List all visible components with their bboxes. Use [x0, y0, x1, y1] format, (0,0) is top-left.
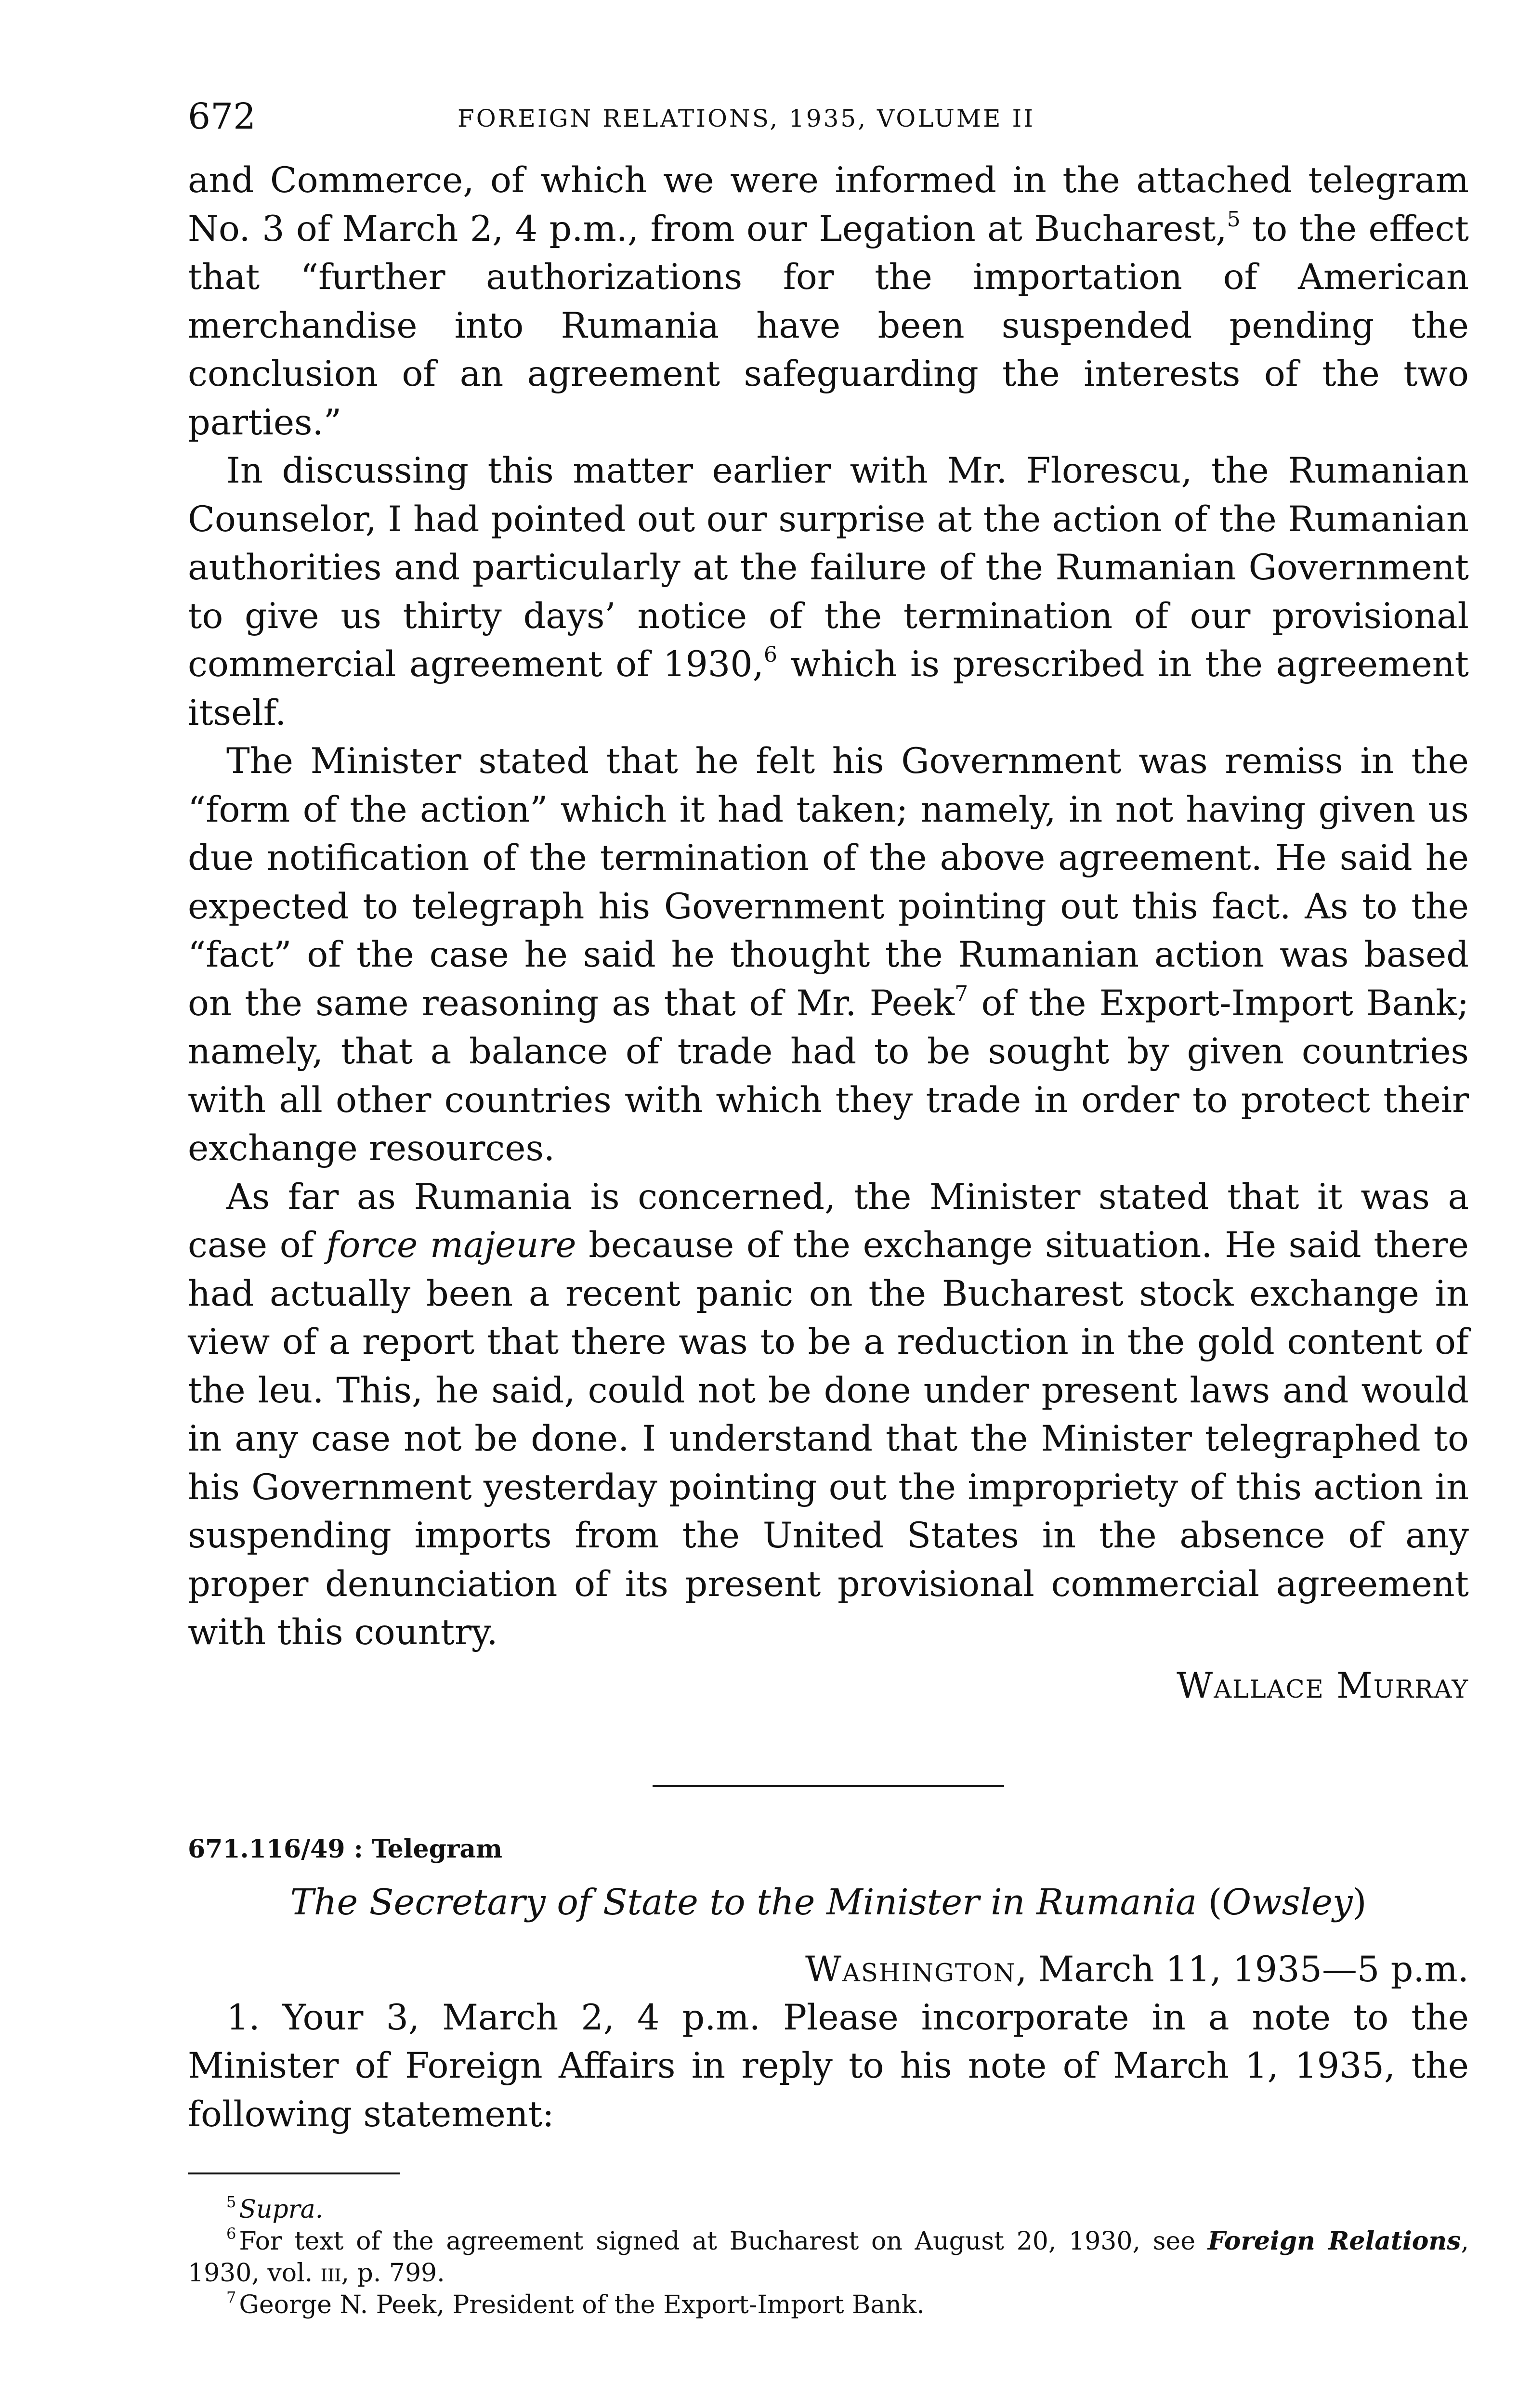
dateline-place: Washington: [805, 1949, 1016, 1990]
italic-phrase: force majeure: [326, 1225, 576, 1266]
footnote-5: $^5$ Supra.: [226, 2193, 324, 2224]
section-divider: [653, 1785, 1004, 1787]
memo-paragraph-2: In discussing this matter earlier with Mr. Florescu, the Rumanian Counselor, I had pointed out our surprise at the action of the Rumanian authorities and particularly at the failure of the Rumanian Government to give us thirty days’ notice of the termination of our provisional commercial agreement of 1930,$^6$ which is prescribed in the agreement itself.: [188, 450, 1469, 733]
dateline-date: , March 11, 1935—5 p.m.: [1016, 1949, 1469, 1990]
footnotes: [188, 2194, 1469, 2321]
document-title: The Secretary of State to the Minister in Rumania (Owsley): [290, 1881, 1367, 1923]
telegram-paragraph-1: 1. Your 3, March 2, 4 p.m. Please incorporate in a note to the Minister of Foreign Affairs in reply to his note of March 1, 1935, the following statement:: [188, 1997, 1469, 2135]
footnote-ref-5[interactable]: 5: [1227, 207, 1241, 232]
footnote-6: $^6$ For text of the agreement signed at Bucharest on August 20, 1930, see Foreign Relations, 1930, vol. iii, p. 799.: [188, 2225, 1469, 2288]
footnote-ref-7[interactable]: 7: [955, 981, 968, 1006]
document-page: [188, 96, 1469, 2321]
signature: Wallace Murray: [1177, 1665, 1469, 1706]
running-head: [188, 96, 1469, 157]
memo-paragraph-4: As far as Rumania is concerned, the Minister stated that it was a case of force majeure because of the exchange situation. He said there had actually been a recent panic on the Bucharest stock exchange in view of a report that there was to be a reduction in the gold content of the leu. This, he said, could not be done under present laws and would in any case not be done. I understand that the Minister telegraphed to his Government yesterday pointing out the impropriety of this action in suspending imports from the United States in the absence of any proper denunciation of its present provisional commercial agreement with this country.: [188, 1176, 1469, 1653]
dateline: [188, 1946, 1469, 1994]
memo-paragraph-1: and Commerce, of which we were informed in the attached telegram No. 3 of March 2, 4 p.m., from our Legation at Bucharest,$^5$ to the effect that “further authorizations for the importation of American merchandise into Rumania have been suspended pending the conclusion of an agreement safeguarding the interests of the two parties.”: [188, 160, 1469, 443]
memo-paragraph-3: The Minister stated that he felt his Government was remiss in the “form of the action” which it had taken; namely, in not having given us due notification of the termination of the above agreement. He said he expected to telegraph his Government pointing out this fact. As to the “fact” of the case he said he thought the Rumanian action was based on the same reasoning as that of Mr. Peek$^7$ of the Export-Import Bank; namely, that a balance of trade had to be sought by given countries with all other countries with which they trade in order to protect their exchange resources.: [188, 741, 1469, 1169]
page-number: 672: [188, 96, 256, 137]
footnote-ref-6[interactable]: 6: [763, 642, 777, 667]
footnote-7: $^7$ George N. Peek, President of the Export-Import Bank.: [226, 2288, 925, 2319]
footnote-divider: [188, 2172, 400, 2174]
running-title: FOREIGN RELATIONS, 1935, VOLUME II: [458, 105, 1035, 132]
file-reference: 671.116/49 : Telegram: [188, 1834, 503, 1864]
